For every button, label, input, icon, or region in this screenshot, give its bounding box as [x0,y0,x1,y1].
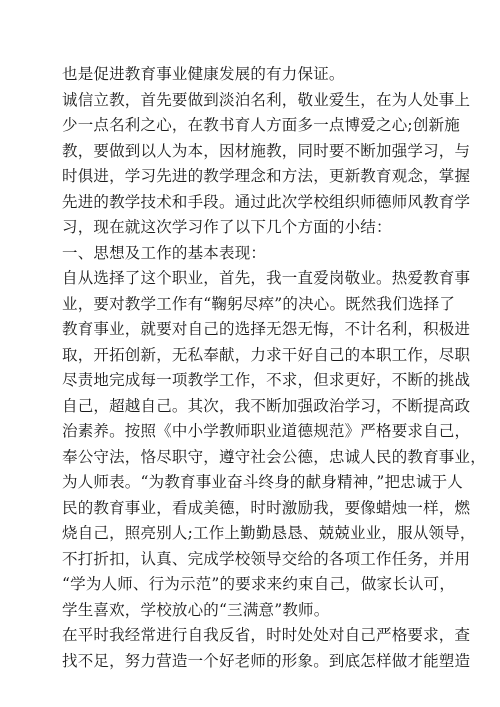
text-line: 业，要对教学工作有“鞠躬尽瘁”的决心。既然我们选择了 [62,294,456,313]
text-line: 尽责地完成每一项教学工作，不求，但求更好，不断的挑战 [62,371,471,389]
text-line: 自从选择了这个职业，首先，我一直爱岗敬业。热爱教育事 [62,269,471,287]
text-line: 为人师表。“为教育事业奋斗终身的献身精神，”把忠诚于人 [62,473,463,491]
text-line: 找不足，努力营造一个好老师的形象。到底怎样做才能塑造 [62,651,471,670]
text-line: 自己，超越自己。其次，我不断加强政治学习，不断提高政 [62,396,471,415]
text-line: 先进的教学技术和手段。通过此次学校组织师德师风教育学 [62,192,471,211]
text-line: 时俱进，学习先进的教学理念和方法，更新教育观念，掌握 [62,167,471,185]
text-line: “学为人师、行为示范”的要求来约束自己，做家长认可， [62,575,456,593]
text-line: 诚信立教，首先要做到淡泊名利，敬业爱生，在为人处事上 [62,90,471,109]
text-line: 学生喜欢，学校放心的“三满意”教师。 [62,600,330,619]
text-line: 烧自己，照亮别人;工作上勤勤恳恳、兢兢业业，服从领导， [62,524,476,542]
text-line: 奉公守法，恪尽职守，遵守社会公德，忠诚人民的教育事业， [62,447,486,466]
section-heading: 一、思想及工作的基本表现： [62,243,267,262]
text-line: 在平时我经常进行自我反省，时时处处对自己严格要求，查 [62,626,471,644]
text-line: 民的教育事业，看成美德，时时激励我，要像蜡烛一样，燃 [62,498,471,517]
document-body [62,62,486,674]
text-line: 不打折扣，认真、完成学校领导交给的各项工作任务，并用 [62,549,471,568]
text-line: 习，现在就这次学习作了以下几个方面的小结： [62,218,392,236]
text-line: 治素养。按照《中小学教师职业道德规范》严格要求自己， [62,422,471,440]
text-line: 教，要做到以人为本，因材施教，同时要不断加强学习，与 [62,141,471,160]
text-line: 也是促进教育事业健康发展的有力保证。 [62,65,345,83]
text-line: 教育事业，就要对自己的选择无怨无悔，不计名利，积极进 [62,320,471,338]
text-line: 少一点名利之心，在教书育人方面多一点博爱之心;创新施 [62,116,460,134]
text-line: 取，开拓创新，无私奉献，力求干好自己的本职工作，尽职 [62,345,471,364]
